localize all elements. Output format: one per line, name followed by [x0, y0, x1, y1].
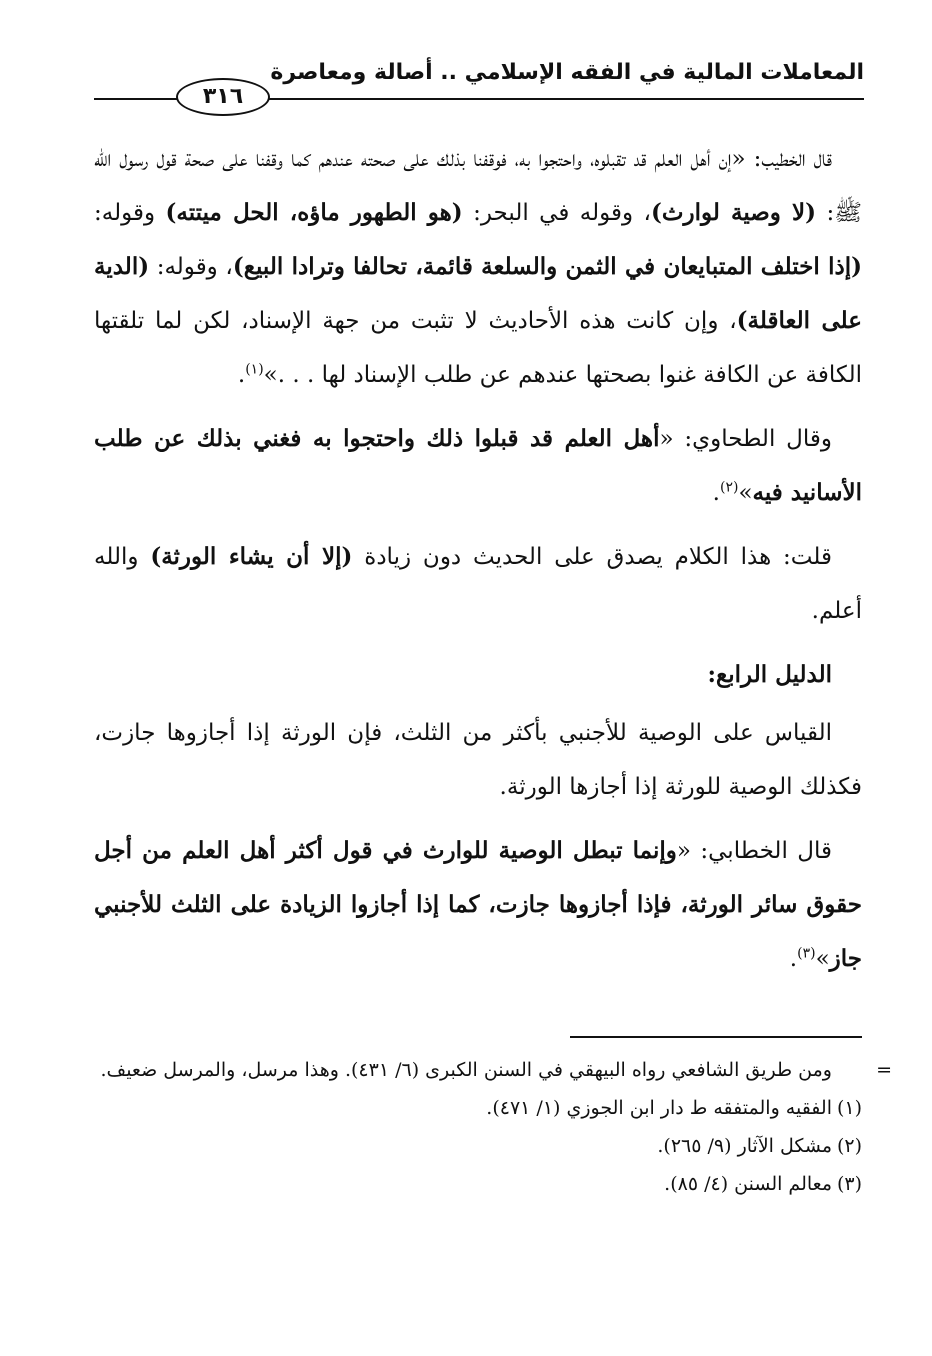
footnote-text: مشكل الآثار (٩/ ٢٦٥). [657, 1135, 832, 1157]
text-run: وقال الطحاوي: « [659, 426, 832, 452]
text-run: » [815, 946, 830, 972]
footnote-mark: (٣) [836, 1173, 862, 1195]
text-run: . [712, 480, 720, 506]
text-run: » [738, 480, 753, 506]
text-run: وقوله: [94, 200, 166, 226]
text-run: . [237, 362, 246, 388]
text-run: ، وقوله: [149, 254, 233, 280]
paragraph [94, 706, 862, 814]
bold-text: (إذا اختلف المتبايعان في الثمن والسلعة قائمة، تحالفا وترادا البيع) [232, 253, 863, 280]
footnote-ref: (٢) [719, 479, 739, 496]
paragraph [94, 412, 862, 520]
footnote-mark: = [876, 1059, 892, 1081]
text-run: قلت: هذا الكلام يصدق على الحديث دون زيادة [352, 544, 833, 570]
footnote-text: الفقيه والمتفقه ط دار ابن الجوزي (١/ ٤٧١). [486, 1097, 832, 1119]
text-run: ، وقوله في البحر: [462, 200, 651, 226]
paragraph [94, 824, 862, 986]
main-text [94, 132, 862, 996]
bold-text: (لا وصية لوارث) [650, 199, 817, 226]
footnote-list [94, 1052, 892, 1202]
text-run: والله أعلم. [94, 544, 862, 624]
bold-text: (هو الطهور ماؤه، الحل ميتته) [165, 199, 463, 226]
footnote-text: معالم السنن (٤/ ٨٥). [664, 1173, 832, 1195]
bold-text: الدليل الرابع: [707, 661, 832, 688]
footnote [94, 1128, 862, 1164]
page-header [94, 52, 864, 112]
paragraph [94, 530, 862, 638]
bold-text: وإنما تبطل الوصية للوارث في قول أكثر أهل العلم من أجل حقوق سائر الورثة، فإذا أجازوها جازت، كما إذا أجازوا الزيادة على الثلث للأجنبي جاز [94, 837, 862, 972]
footnotes [94, 1036, 892, 1204]
footnote [94, 1090, 862, 1126]
bold-text: أهل العلم قد قبلوا ذلك واحتجوا به فغني بذلك عن طلب الأسانيد فيه [94, 425, 862, 506]
footnote-mark: (١) [836, 1097, 862, 1119]
text-run: ، وإن كانت هذه الأحاديث لا تثبت من جهة الإسناد، لكن لما تلقتها الكافة عن الكافة غنوا بصحتها عندهم عن طلب الإسناد لها . . .» [94, 308, 862, 388]
page-number: ٣١٦ [176, 78, 270, 116]
section-heading [94, 648, 862, 702]
text-run: القياس على الوصية للأجنبي بأكثر من الثلث، فإن الورثة إذا أجازوها جازت، فكذلك الوصية للورثة إذا أجازها الورثة. [94, 720, 862, 800]
footnote-text: ومن طريق الشافعي رواه البيهقي في السنن الكبرى (٦/ ٤٣١). وهذا مرسل، والمرسل ضعيف. [100, 1059, 832, 1081]
footnote-ref: (١) [245, 361, 264, 378]
footnote [94, 1052, 892, 1088]
bold-text: (إلا أن يشاء الورثة) [150, 543, 353, 570]
text-run: قال الخطابي: « [676, 838, 832, 864]
footnote-ref: (٣) [797, 945, 816, 962]
text-run: قال الخطيب: «إن أهل العلم قد تقبلوه، واحتجوا به، فوقفنا بذلك على صحته عندهم كما وقفنا على صحة قول رسول الله ﷺ: [94, 146, 862, 226]
paragraph [94, 132, 862, 402]
book-title: المعاملات المالية في الفقه الإسلامي .. أصالة ومعاصرة [270, 60, 864, 85]
footnote-rule [570, 1036, 862, 1038]
bold-text: (الدية على العاقلة) [94, 253, 862, 334]
footnote-mark: (٢) [836, 1135, 862, 1157]
text-run: . [789, 946, 798, 972]
footnote [94, 1166, 862, 1202]
